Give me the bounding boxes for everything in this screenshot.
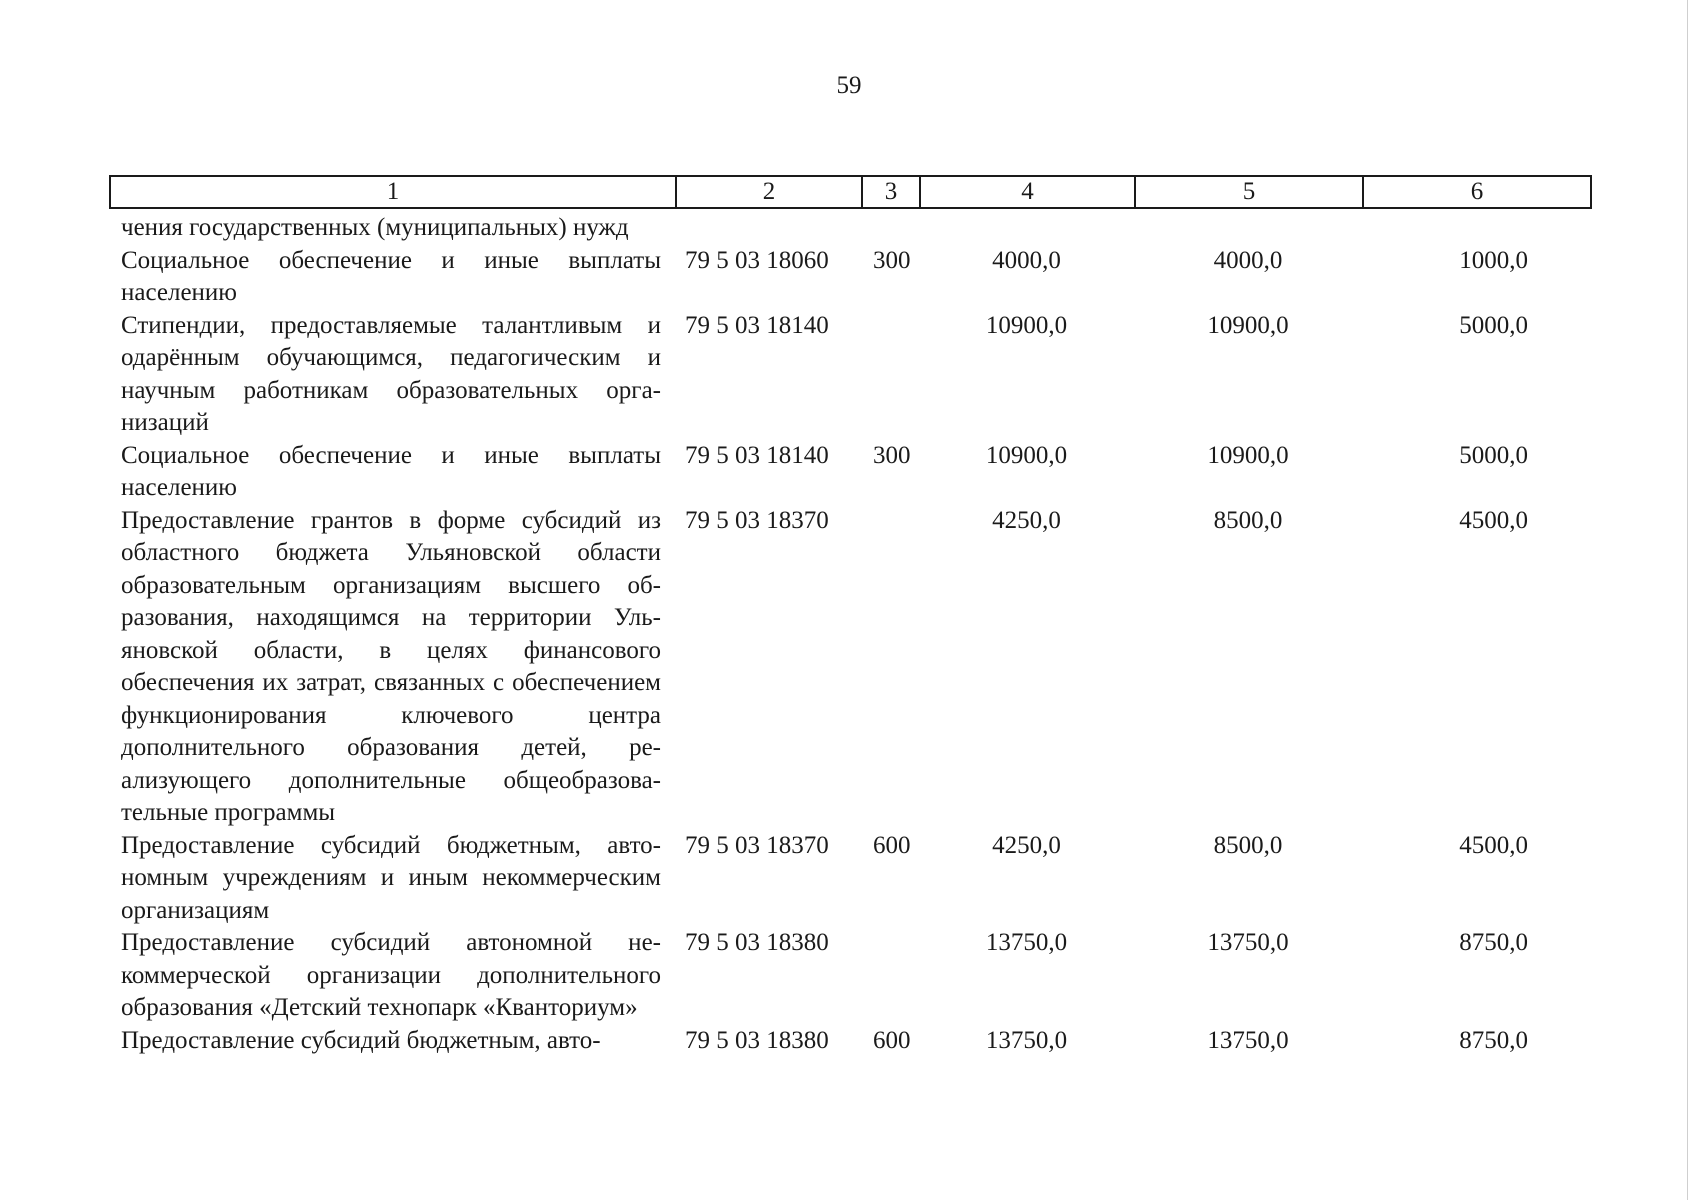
row-value-6 <box>1362 212 1590 245</box>
table-row <box>109 245 1590 310</box>
row-name: Предоставление субсидий бюджетным, автономным учреждениям и иным некоммерческим организациям <box>121 831 661 924</box>
row-value-6: 4500,0 <box>1459 831 1528 859</box>
header-col-2: 2 <box>676 176 862 208</box>
row-value-5: 8500,0 <box>1213 831 1283 859</box>
row-type <box>861 505 919 830</box>
header-col-3: 3 <box>862 176 920 208</box>
row-type: 300 <box>873 246 911 274</box>
row-value-5: 8500,0 <box>1213 506 1283 534</box>
row-code: 79 5 03 18140 <box>685 311 829 339</box>
row-type: 300 <box>873 441 911 469</box>
row-code: 79 5 03 18370 <box>685 831 829 859</box>
row-value-4: 13750,0 <box>985 929 1068 956</box>
header-row <box>110 176 1591 208</box>
row-value-5: 10900,0 <box>1207 441 1289 469</box>
row-name: Стипендии, предоставляемые талантливым и одарённым обучающимся, педагогическим и научным работникам образовательных организаций <box>121 311 661 436</box>
row-value-5 <box>1134 212 1362 245</box>
row-value-6: 1000,0 <box>1459 246 1528 274</box>
header-col-6: 6 <box>1363 176 1591 208</box>
row-code: 79 5 03 18380 <box>685 1026 829 1054</box>
header-col-4: 4 <box>920 176 1135 208</box>
row-name: чения государственных (муниципальных) нужд <box>121 214 629 241</box>
row-value-4 <box>919 212 1134 245</box>
row-value-4: 4250,0 <box>992 831 1061 859</box>
row-value-6: 4500,0 <box>1459 506 1528 534</box>
table-row <box>109 1025 1590 1058</box>
row-code: 79 5 03 18060 <box>685 246 829 274</box>
row-type <box>861 310 919 440</box>
row-value-5: 13750,0 <box>1207 929 1289 956</box>
row-value-5: 13750,0 <box>1207 1026 1289 1054</box>
row-name: Предоставление субсидий бюджетным, авто- <box>121 1026 601 1054</box>
header-col-5: 5 <box>1135 176 1363 208</box>
row-type <box>861 212 919 245</box>
row-type: 600 <box>873 831 911 859</box>
row-type: 600 <box>873 1026 911 1054</box>
row-value-4: 10900,0 <box>985 311 1068 339</box>
table-header <box>109 175 1592 209</box>
row-value-6: 8750,0 <box>1459 1026 1528 1054</box>
row-value-5: 10900,0 <box>1207 311 1289 339</box>
row-value-6: 8750,0 <box>1459 929 1528 956</box>
table-row <box>109 212 1590 245</box>
table-row <box>109 310 1590 440</box>
row-name: Предоставление субсидий автономной некоммерческой организации дополнительного образования «Детский технопарк «Кванториум» <box>121 929 661 1021</box>
page-number: 59 <box>836 72 862 99</box>
table-row <box>109 440 1590 505</box>
table-body <box>109 212 1590 1057</box>
row-value-4: 4000,0 <box>992 246 1061 274</box>
row-value-4: 4250,0 <box>992 506 1061 534</box>
header-col-1: 1 <box>110 176 676 208</box>
row-code: 79 5 03 18370 <box>685 506 829 534</box>
row-value-4: 13750,0 <box>985 1026 1068 1054</box>
row-code <box>675 212 861 245</box>
row-value-6: 5000,0 <box>1459 441 1528 469</box>
row-code: 79 5 03 18380 <box>685 929 829 956</box>
row-code: 79 5 03 18140 <box>685 441 829 469</box>
row-value-4: 10900,0 <box>985 441 1068 469</box>
row-name: Социальное обеспечение и иные выплаты населению <box>121 441 661 501</box>
table-row <box>109 505 1590 830</box>
row-type <box>861 927 919 1025</box>
table-row <box>109 830 1590 928</box>
table-row <box>109 927 1590 1025</box>
row-name: Предоставление грантов в форме субсидий из областного бюджета Ульяновской области образовательным организациям высшего образования, находящимся на территории Ульяновской области, в целях финансового обеспечения их затрат, связанных с обеспечением функционирования ключевого центра дополнительного образования детей, реализующего дополнительные общеобразовательные программы <box>121 506 661 826</box>
row-value-5: 4000,0 <box>1213 246 1283 274</box>
scan-edge-rule <box>1687 0 1688 1200</box>
row-name: Социальное обеспечение и иные выплаты населению <box>121 246 661 306</box>
row-value-6: 5000,0 <box>1459 311 1528 339</box>
